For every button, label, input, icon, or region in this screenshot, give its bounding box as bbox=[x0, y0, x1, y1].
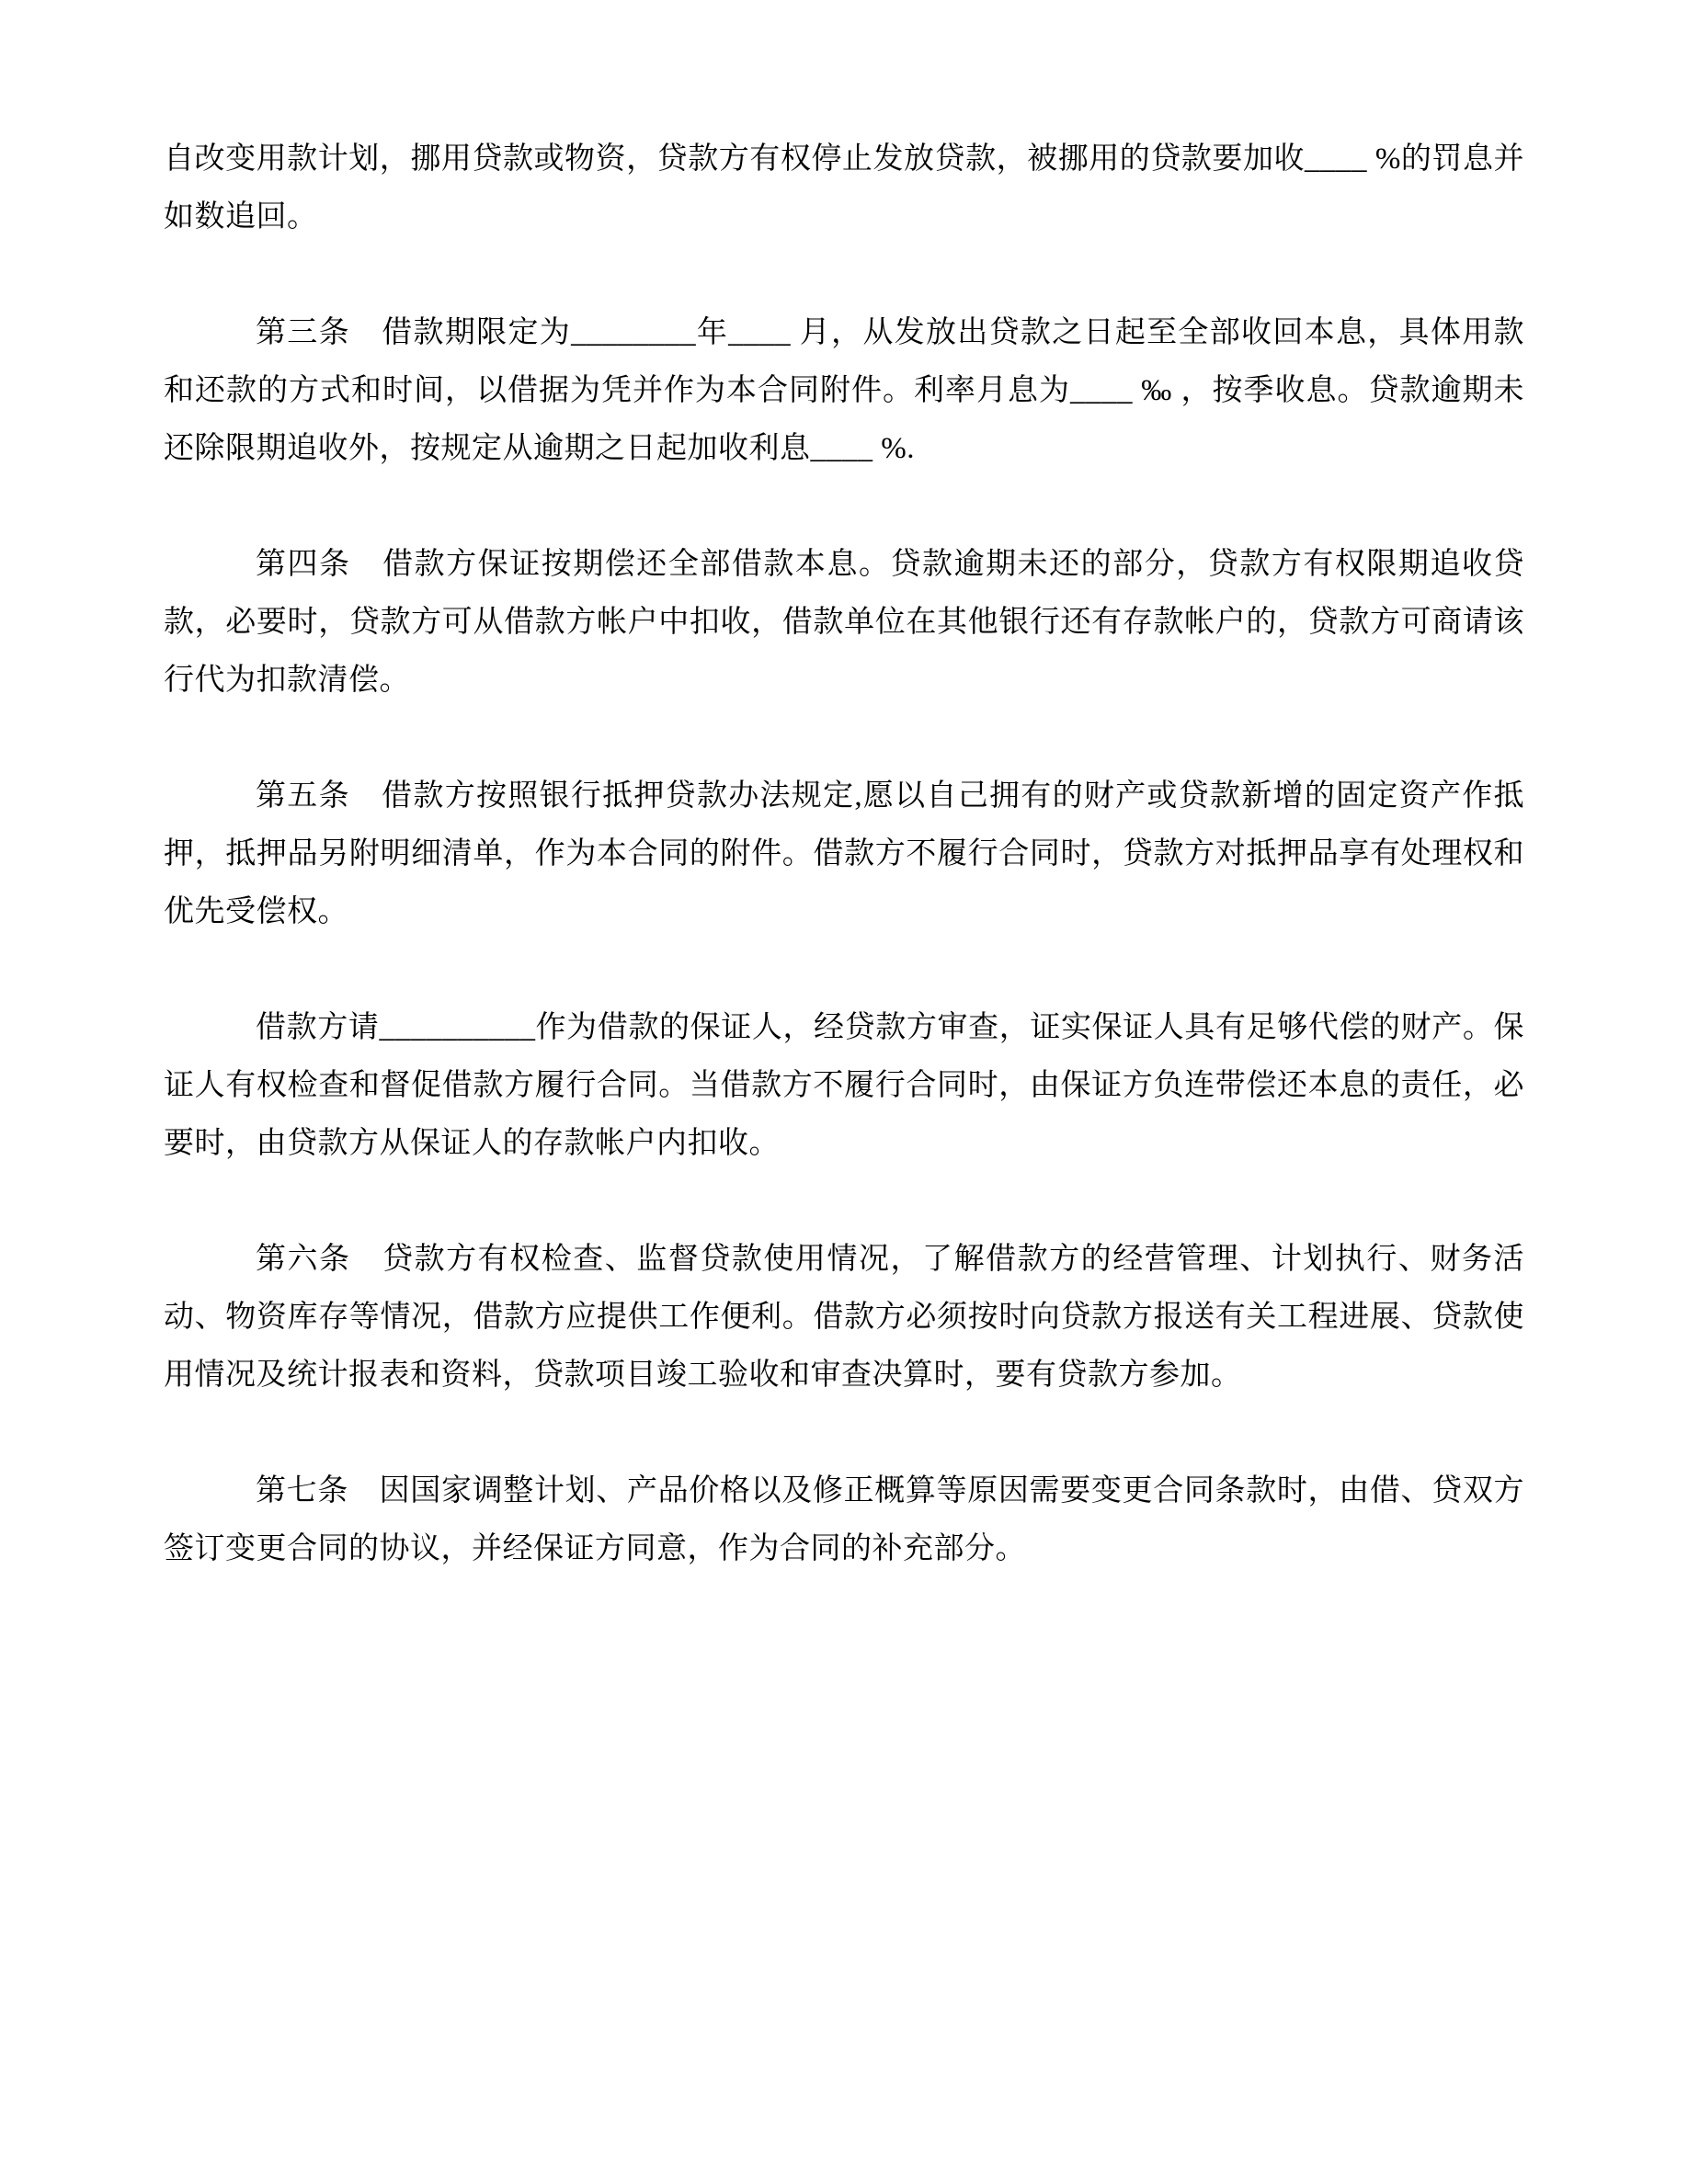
para-continuation: 自改变用款计划，挪用贷款或物资，贷款方有权停止发放贷款，被挪用的贷款要加收____ %的罚息并如数追回。 bbox=[164, 142, 1524, 233]
para-article-4: 第四条 借款方保证按期偿还全部借款本息。贷款逾期未还的部分，贷款方有权限期追收贷款，必要时，贷款方可从借款方帐户中扣收，借款单位在其他银行还有存款帐户的，贷款方可商请该行代为扣款清偿。 bbox=[164, 548, 1524, 697]
para-article-6: 第六条 贷款方有权检查、监督贷款使用情况，了解借款方的经营管理、计划执行、财务活动、物资库存等情况，借款方应提供工作便利。借款方必须按时向贷款方报送有关工程进展、贷款使用情况及统计报表和资料，贷款项目竣工验收和审查决算时，要有贷款方参加。 bbox=[164, 1243, 1524, 1392]
para-article-7: 第七条 因国家调整计划、产品价格以及修正概算等原因需要变更合同条款时，由借、贷双方签订变更合同的协议，并经保证方同意，作为合同的补充部分。 bbox=[164, 1474, 1524, 1565]
para-article-3: 第三条 借款期限定为________年____ 月，从发放出贷款之日起至全部收回本息，具体用款和还款的方式和时间，以借据为凭并作为本合同附件。利率月息为____ ‰ ，按季收息。贷款逾期未还除限期追收外，按规定从逾期之日起加收利息____ %. bbox=[164, 316, 1524, 465]
para-article-5: 第五条 借款方按照银行抵押贷款办法规定,愿以自己拥有的财产或贷款新增的固定资产作抵押，抵押品另附明细清单，作为本合同的附件。借款方不履行合同时，贷款方对抵押品享有处理权和优先受偿权。 bbox=[164, 779, 1524, 928]
para-guarantor: 借款方请__________作为借款的保证人，经贷款方审查，证实保证人具有足够代偿的财产。保证人有权检查和督促借款方履行合同。当借款方不履行合同时，由保证方负连带偿还本息的责任，必要时，由贷款方从保证人的存款帐户内扣收。 bbox=[164, 1011, 1524, 1160]
